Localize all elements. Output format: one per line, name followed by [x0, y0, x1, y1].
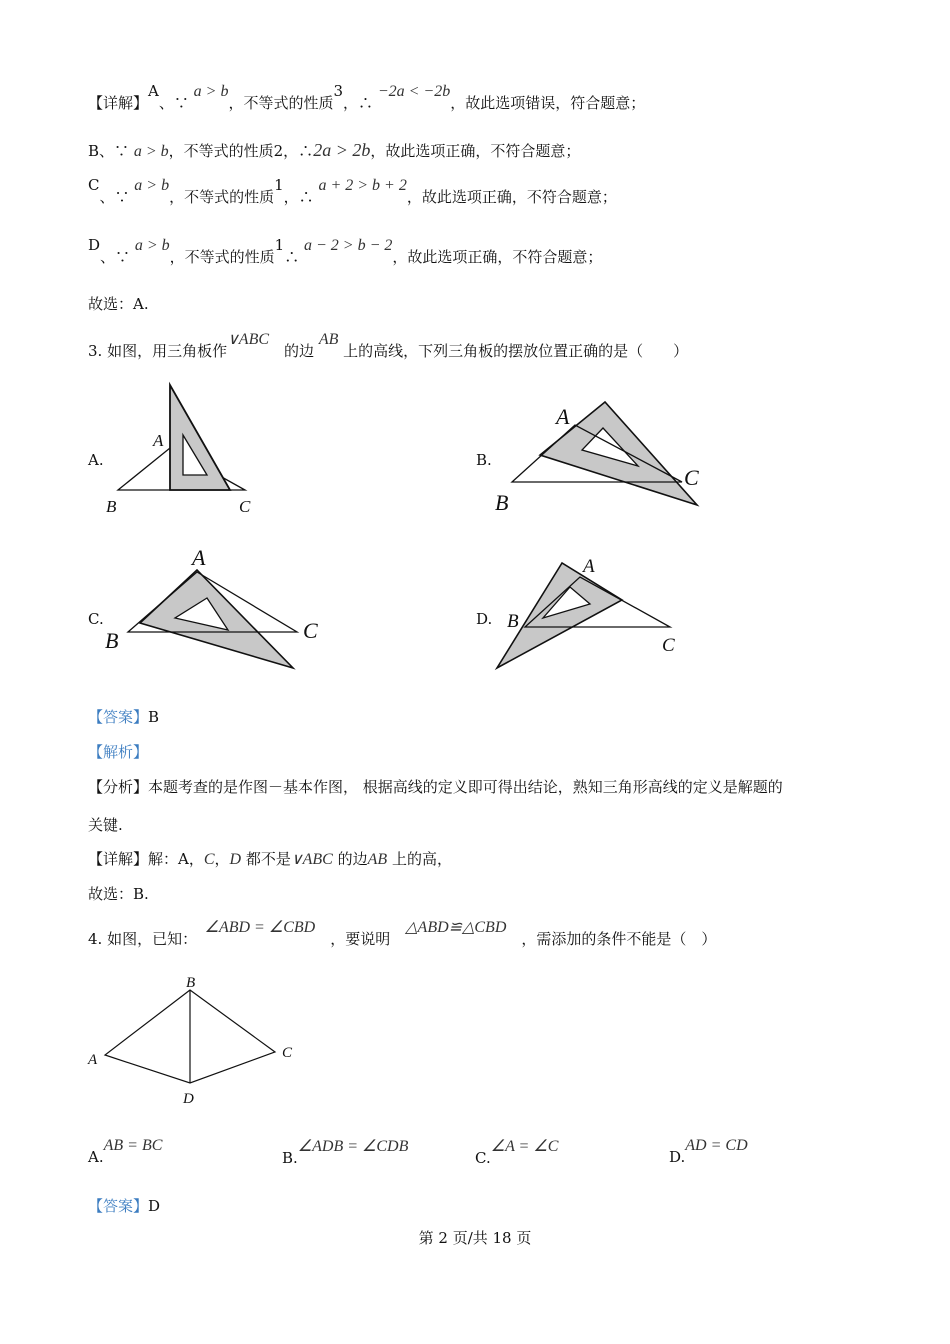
option-c-label: C.: [88, 610, 104, 628]
fenxi-line-2: 关键.: [88, 816, 123, 834]
page-footer: 第 2 页/共 18 页: [418, 1229, 532, 1247]
answer-4: 【答案】D: [88, 1197, 161, 1215]
option-d-label: D.: [476, 610, 493, 628]
label-c: C: [684, 465, 699, 490]
label-a: A: [192, 545, 206, 570]
choose-b: 故选：B.: [88, 885, 149, 903]
label-a: A: [556, 404, 570, 429]
analysis-heading: 【解析】: [88, 743, 149, 761]
detail-a-line: 【详解】A、∵ a > b，不等式的性质3，∴ −2a < −2b，故此选项错误，符合题意；: [88, 82, 646, 112]
label-d: D: [183, 1091, 194, 1107]
q4-option-d: D.AD = CD: [669, 1137, 748, 1166]
figure-a: [106, 385, 251, 516]
q4-option-a: A.AB = BC: [88, 1137, 163, 1166]
label-a: A: [153, 431, 164, 450]
figure-d: [497, 556, 675, 668]
label-c: C: [239, 497, 251, 516]
choose-a: 故选：A.: [88, 295, 149, 313]
label-b: B: [186, 975, 196, 991]
q4-option-b: B.∠ADB = ∠CDB: [282, 1138, 409, 1167]
label-a: A: [583, 556, 595, 577]
label-b: B: [106, 497, 117, 516]
option-a-label: A.: [88, 451, 104, 469]
label-a: A: [88, 1052, 98, 1068]
figure-b: [495, 402, 699, 515]
detail-b-line: B、∵ a > b，不等式的性质2，∴2a > 2b，故此选项正确，不符合题意；: [88, 140, 581, 160]
q4-option-c: C.∠A = ∠C: [475, 1138, 559, 1167]
label-c: C: [303, 618, 318, 643]
answer-3: 【答案】B: [88, 708, 160, 726]
label-b: B: [105, 628, 119, 653]
fenxi-line: 【分析】本题考查的是作图－基本作图， 根据高线的定义即可得出结论，熟知三角形高线的定义是解题的: [88, 778, 783, 796]
label-c: C: [662, 635, 675, 656]
figure-c: [105, 545, 318, 668]
option-b-label: B.: [476, 451, 492, 469]
label-b: B: [495, 490, 509, 515]
question-4: 4. 如图，已知： ∠ABD = ∠CBD ，要说明 △ABD≌△CBD ，需添加的条件不能是（ ）: [88, 919, 717, 948]
detail-c-line: C、∵ a > b，不等式的性质1，∴ a + 2 > b + 2，故此选项正确，不符合题意；: [88, 176, 617, 206]
label-c: C: [282, 1045, 293, 1061]
detail-d-line: D、∵ a > b，不等式的性质1∴ a − 2 > b − 2，故此选项正确，不符合题意；: [88, 236, 603, 266]
detail-3-line: 【详解】解：A，C，D 都不是∨ABC 的边AB 上的高，: [88, 850, 452, 868]
question-3: 3. 如图，用三角板作∨ABC 的边 AB 上的高线，下列三角板的摆放位置正确的是（ ）: [88, 331, 689, 360]
figure-q4: [87, 975, 293, 1107]
label-b: B: [507, 611, 519, 632]
